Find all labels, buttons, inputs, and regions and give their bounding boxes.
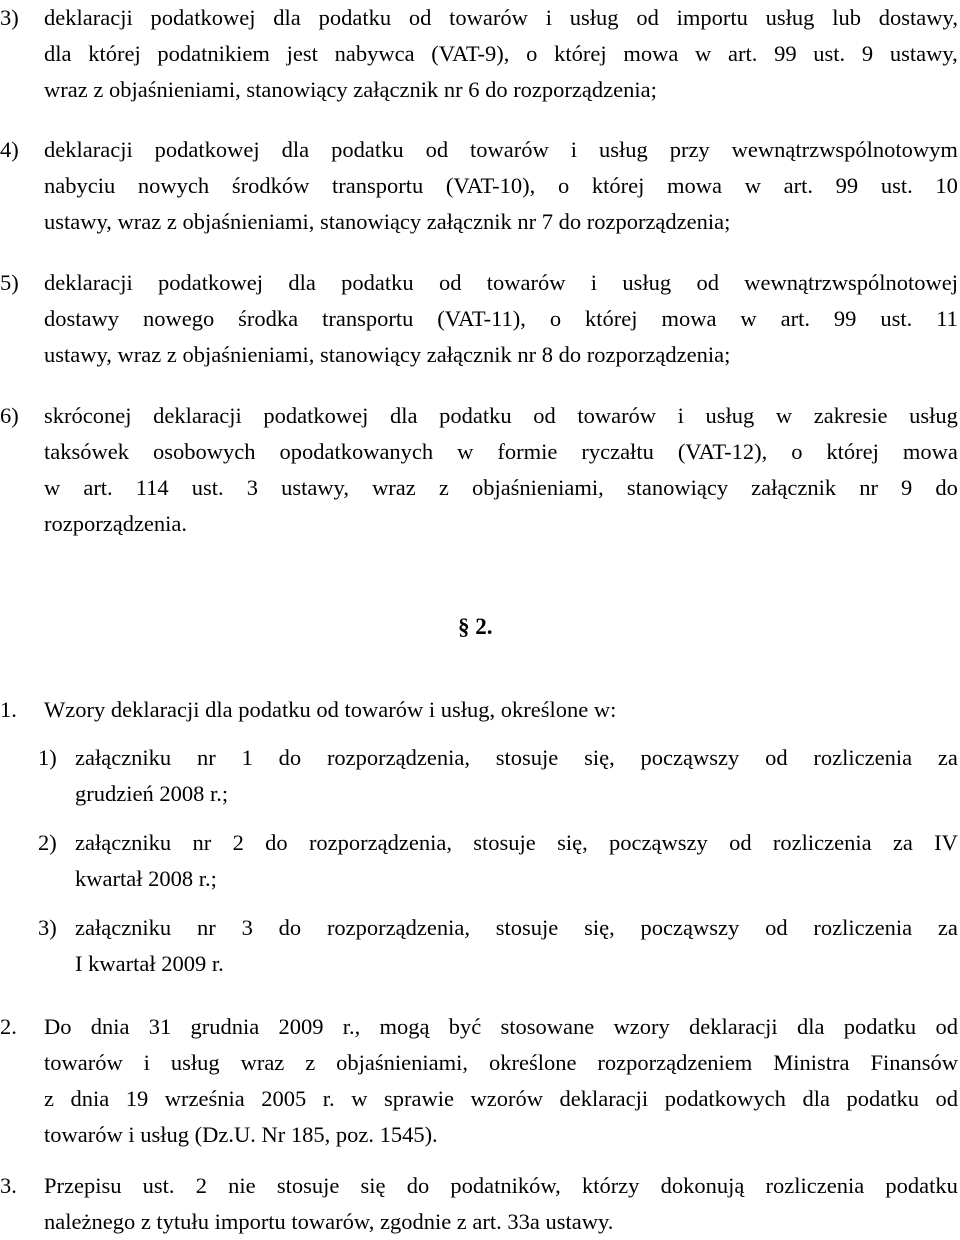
text-line: I kwartał 2009 r. <box>75 951 224 976</box>
sublist-item-2 <box>38 825 958 897</box>
text-line: rozporządzenia. <box>44 511 188 536</box>
text-line: dostawy nowego środka transportu (VAT-11), o której mowa w art. 99 ust. 11 <box>44 306 958 331</box>
section-heading: § 2. <box>458 614 493 639</box>
text-line: załączniku nr 3 do rozporządzenia, stosuje się, począwszy od rozliczenia za <box>75 915 958 940</box>
list-item-3 <box>0 0 958 108</box>
text-line: Do dnia 31 grudnia 2009 r., mogą być stosowane wzory deklaracji dla podatku od <box>44 1014 958 1039</box>
text-line: należnego z tytułu importu towarów, zgodnie z art. 33a ustawy. <box>44 1209 614 1234</box>
item-text <box>44 132 958 240</box>
text-line: załączniku nr 1 do rozporządzenia, stosuje się, począwszy od rozliczenia za <box>75 745 958 770</box>
item-number: 6) <box>0 403 19 428</box>
item-text <box>44 265 958 373</box>
item-number: 5) <box>0 270 19 295</box>
item-number: 3) <box>0 5 19 30</box>
paragraph-number: 2. <box>0 1014 17 1039</box>
text-line: deklaracji podatkowej dla podatku od towarów i usług od importu usług lub dostawy, <box>44 5 958 30</box>
text-line: ustawy, wraz z objaśnieniami, stanowiący załącznik nr 7 do rozporządzenia; <box>44 209 731 234</box>
text-line: deklaracji podatkowej dla podatku od towarów i usług przy wewnątrzwspólnotowym <box>44 137 958 162</box>
item-text <box>44 0 958 108</box>
list-item-6 <box>0 398 958 542</box>
item-number: 3) <box>38 915 57 940</box>
paragraph-text <box>44 1168 958 1240</box>
text-line: towarów i usług wraz z objaśnieniami, określone rozporządzeniem Ministra Finansów <box>44 1050 958 1075</box>
sublist-item-3 <box>38 910 958 982</box>
item-text <box>44 398 958 542</box>
item-number: 4) <box>0 137 19 162</box>
paragraph-text <box>44 1009 958 1153</box>
paragraph-3 <box>0 1168 958 1240</box>
text-line: z dnia 19 września 2005 r. w sprawie wzorów deklaracji podatkowych dla podatku od <box>44 1086 958 1111</box>
text-line: kwartał 2008 r.; <box>75 866 217 891</box>
text-line: taksówek osobowych opodatkowanych w formie ryczałtu (VAT-12), o której mowa <box>44 439 958 464</box>
text-line: ustawy, wraz z objaśnieniami, stanowiący załącznik nr 8 do rozporządzenia; <box>44 342 731 367</box>
text-line: w art. 114 ust. 3 ustawy, wraz z objaśnieniami, stanowiący załącznik nr 9 do <box>44 475 958 500</box>
item-text <box>75 825 958 897</box>
text-line: deklaracji podatkowej dla podatku od towarów i usług od wewnątrzwspólnotowej <box>44 270 958 295</box>
item-number: 2) <box>38 830 57 855</box>
list-item-4 <box>0 132 958 240</box>
text-line: Przepisu ust. 2 nie stosuje się do podatników, którzy dokonują rozliczenia podatku <box>44 1173 958 1198</box>
text-line: dla której podatnikiem jest nabywca (VAT-9), o której mowa w art. 99 ust. 9 ustawy, <box>44 41 958 66</box>
text-line: wraz z objaśnieniami, stanowiący załącznik nr 6 do rozporządzenia; <box>44 77 657 102</box>
list-item-5 <box>0 265 958 373</box>
paragraph-2 <box>0 1009 958 1153</box>
item-number: 1) <box>38 745 57 770</box>
text-line: Wzory deklaracji dla podatku od towarów i usług, określone w: <box>44 697 617 722</box>
text-line: załączniku nr 2 do rozporządzenia, stosuje się, począwszy od rozliczenia za IV <box>75 830 958 855</box>
text-line: nabyciu nowych środków transportu (VAT-10), o której mowa w art. 99 ust. 10 <box>44 173 958 198</box>
text-line: grudzień 2008 r.; <box>75 781 229 806</box>
paragraph-number: 3. <box>0 1173 17 1198</box>
text-line: skróconej deklaracji podatkowej dla podatku od towarów i usług w zakresie usług <box>44 403 958 428</box>
sublist-item-1 <box>38 740 958 812</box>
item-text <box>75 740 958 812</box>
item-text <box>75 910 958 982</box>
paragraph-number: 1. <box>0 697 17 722</box>
text-line: towarów i usług (Dz.U. Nr 185, poz. 1545). <box>44 1122 438 1147</box>
paragraph-text <box>44 692 958 728</box>
paragraph-1 <box>0 692 958 728</box>
